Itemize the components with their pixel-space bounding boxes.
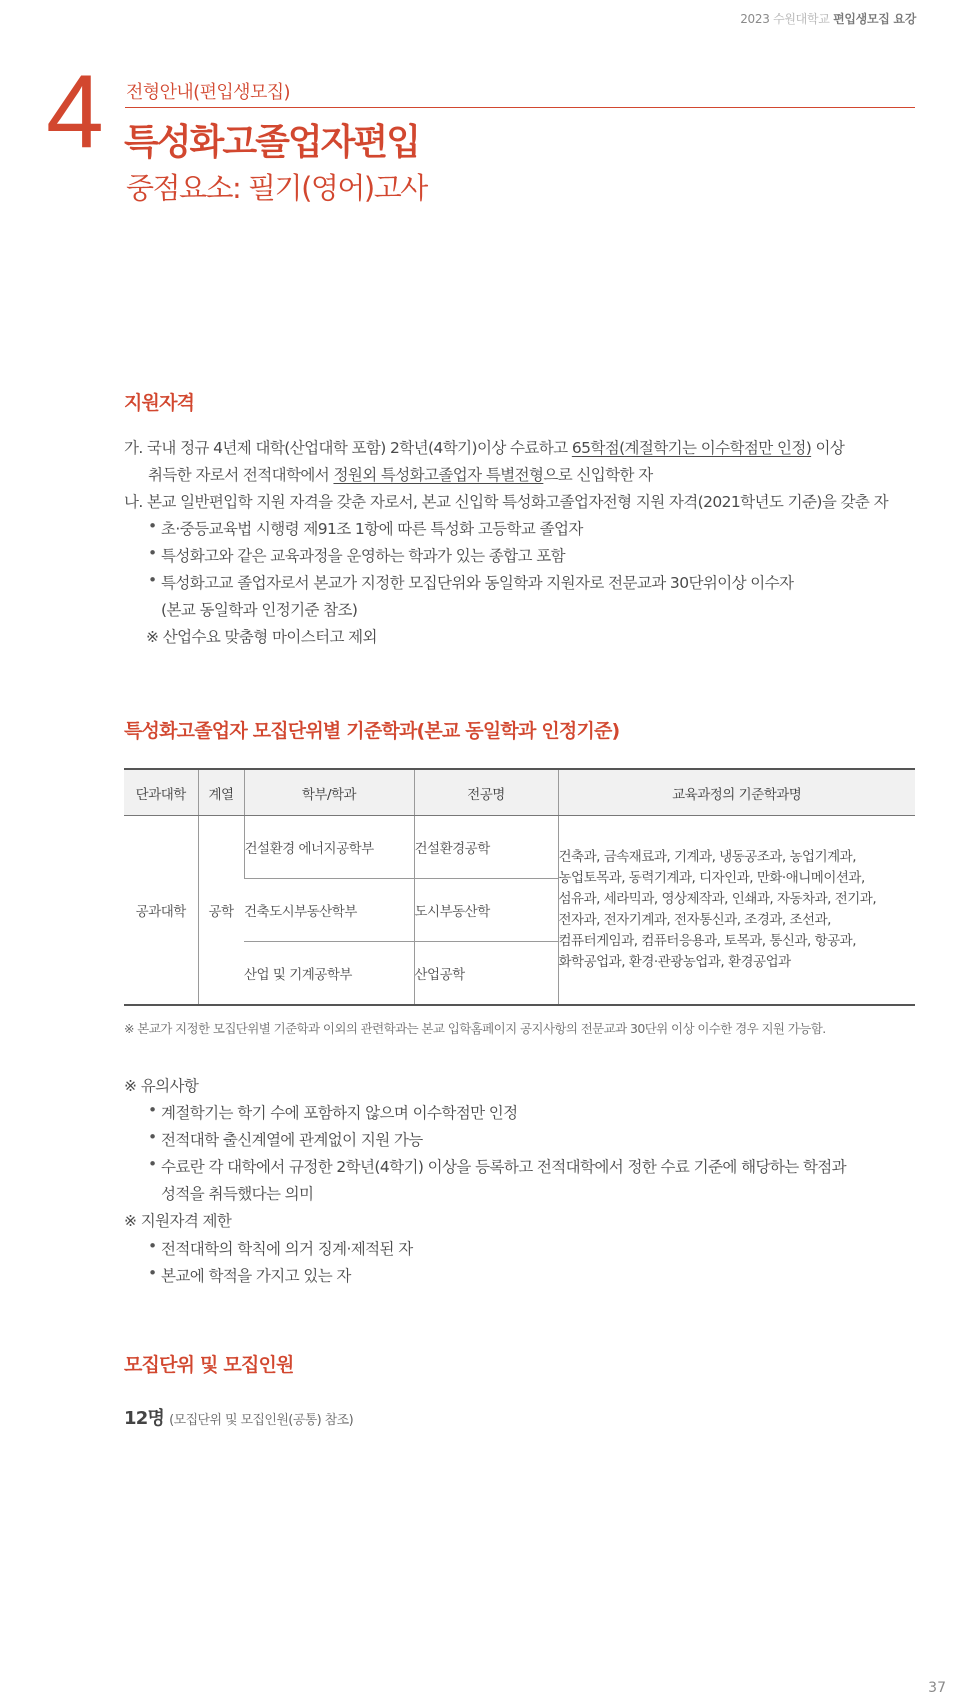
eligibility-ga-line2-suffix: 으로 신입학한 자 (543, 466, 653, 484)
majors-line: 건축과, 금속재료과, 기계과, 냉동공조과, 농업기계과, (558, 849, 856, 865)
recruitment-count: 12명 (124, 1408, 165, 1429)
eligibility-ga-prefix: 가. 국내 정규 4년제 대학(산업대학 포함) 2학년(4학기)이상 수료하고 (124, 439, 572, 457)
table-header-field: 계열 (198, 769, 244, 816)
running-head-document: 편입생모집 요강 (833, 12, 916, 26)
majors-line: 전자과, 전자기계과, 전자통신과, 조경과, 조선과, (558, 912, 831, 928)
restriction-item-2: • 본교에 학적을 가지고 있는 자 (161, 1264, 351, 1286)
cell-major: 도시부동산학 (414, 879, 558, 942)
eligibility-ga-line2-prefix: 취득한 자로서 전적대학에서 (148, 466, 334, 484)
cell-dept: 건축도시부동산학부 (244, 879, 414, 942)
table-header-dept: 학부/학과 (244, 769, 414, 816)
section-divider (125, 107, 915, 108)
table-header-major: 전공명 (414, 769, 558, 816)
eligibility-ga-line2 (148, 463, 653, 485)
cell-major: 건설환경공학 (414, 816, 558, 879)
standard-dept-heading: 특성화고졸업자 모집단위별 기준학과(본교 동일학과 인정기준) (124, 720, 620, 742)
recruitment-count-line (124, 1404, 353, 1430)
cell-major: 산업공학 (414, 942, 558, 1006)
caution-item-3: • 수료란 각 대학에서 규정한 2학년(4학기) 이상을 등록하고 전적대학에서 정한 수료 기준에 해당하는 학점과 (161, 1155, 846, 1177)
table-header-standard-majors: 교육과정의 기준학과명 (558, 769, 915, 816)
running-head-university: 수원대학교 (773, 12, 830, 26)
cell-dept: 건설환경 에너지공학부 (244, 816, 414, 879)
eligibility-ga-line (124, 436, 844, 458)
eligibility-bullet-3: • 특성화고교 졸업자로서 본교가 지정한 모집단위와 동일학과 지원자로 전문교과 30단위이상 이수자 (161, 571, 793, 593)
table-header-row (124, 769, 915, 816)
cell-college: 공과대학 (124, 816, 198, 1006)
section-number: 4 (46, 54, 104, 170)
section-emphasis: 중점요소: 필기(영어)고사 (126, 171, 427, 205)
majors-line: 농업토목과, 동력기계과, 디자인과, 만화·애니메이션과, (558, 870, 865, 886)
recruitment-heading: 모집단위 및 모집인원 (124, 1354, 294, 1376)
caution-item-1: • 계절학기는 학기 수에 포함하지 않으며 이수학점만 인정 (161, 1101, 518, 1123)
cell-standard-majors (558, 816, 915, 1006)
cell-dept: 산업 및 기계공학부 (244, 942, 414, 1006)
eligibility-ga-line2-underline: 정원외 특성화고졸업자 특별전형 (333, 466, 544, 484)
table-row (124, 816, 915, 879)
restriction-item-1: • 전적대학의 학칙에 의거 징계·제적된 자 (161, 1237, 413, 1259)
majors-line: 화학공업과, 환경·관광농업과, 환경공업과 (558, 954, 791, 970)
eligibility-ga-underline: 65학점(계절학기는 이수학점만 인정) (571, 439, 812, 457)
restriction-heading: ※ 지원자격 제한 (124, 1212, 232, 1230)
standard-dept-table (124, 768, 915, 1006)
caution-item-2: • 전적대학 출신계열에 관계없이 지원 가능 (161, 1128, 423, 1150)
caution-heading: ※ 유의사항 (124, 1077, 199, 1095)
cell-field: 공학 (198, 816, 244, 1006)
majors-line: 컴퓨터게임과, 컴퓨터응용과, 토목과, 통신과, 항공과, (558, 933, 856, 949)
page-number: 37 (928, 1680, 946, 1696)
eligibility-bullet-3-cont: (본교 동일학과 인정기준 참조) (161, 601, 358, 619)
eligibility-exclusion: ※ 산업수요 맞춤형 마이스터고 제외 (146, 628, 377, 646)
section-title: 특성화고졸업자편입 (124, 122, 419, 163)
caution-item-3-cont: 성적을 취득했다는 의미 (161, 1185, 314, 1203)
table-footnote: ※ 본교가 지정한 모집단위별 기준학과 이외의 관련학과는 본교 입학홈페이지 공지사항의 전문교과 30단위 이상 이수한 경우 지원 가능함. (124, 1021, 826, 1036)
table-header-college: 단과대학 (124, 769, 198, 816)
eligibility-na-line: 나. 본교 일반편입학 지원 자격을 갖춘 자로서, 본교 신입학 특성화고졸업자전형 지원 자격(2021학년도 기준)을 갖춘 자 (124, 493, 888, 511)
majors-line: 섬유과, 세라믹과, 영상제작과, 인쇄과, 자동차과, 전기과, (558, 891, 877, 907)
running-head (740, 10, 916, 27)
running-head-year: 2023 (740, 12, 770, 26)
section-subtitle: 전형안내(편입생모집) (126, 82, 290, 103)
eligibility-bullet-2: • 특성화고와 같은 교육과정을 운영하는 학과가 있는 종합고 포함 (161, 544, 565, 566)
eligibility-bullet-1: • 초·중등교육법 시행령 제91조 1항에 따른 특성화 고등학교 졸업자 (161, 517, 583, 539)
recruitment-reference: (모집단위 및 모집인원(공통) 참조) (169, 1413, 354, 1428)
eligibility-heading: 지원자격 (124, 392, 195, 414)
eligibility-ga-suffix: 이상 (811, 439, 845, 457)
